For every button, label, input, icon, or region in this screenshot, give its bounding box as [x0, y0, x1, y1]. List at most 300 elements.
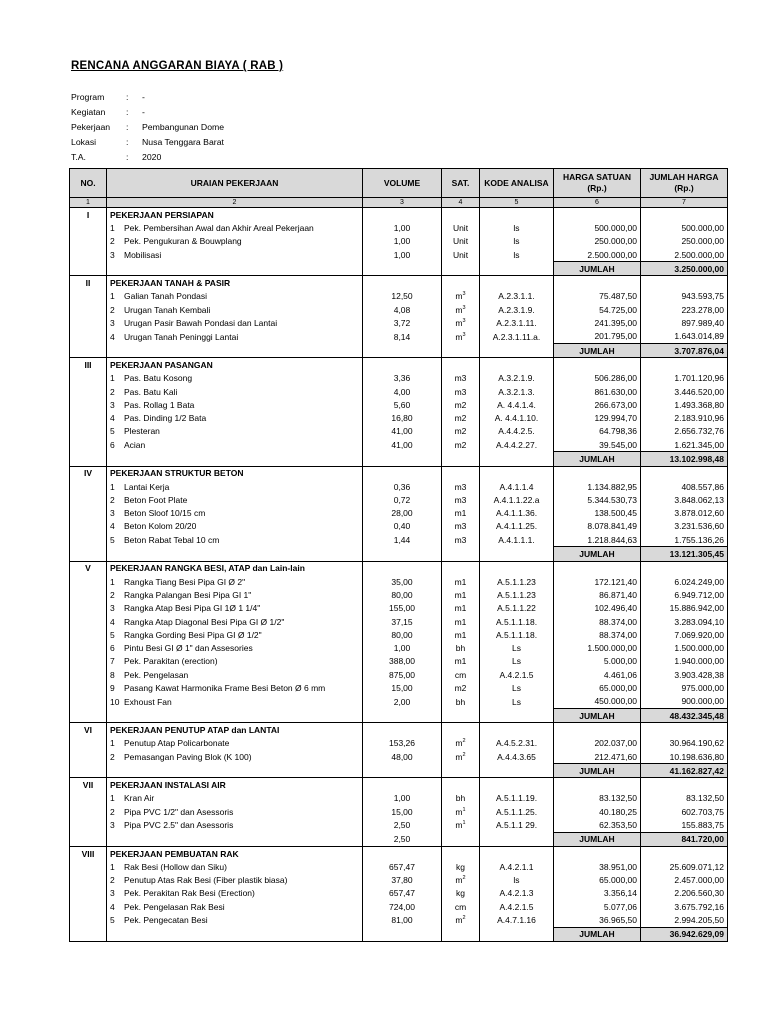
item-unit-price: 201.795,00: [554, 330, 641, 344]
item-volume: 8,14: [363, 330, 442, 344]
table-body: [70, 208, 728, 942]
item-volume: 4,08: [363, 303, 442, 316]
item-volume: 0,72: [363, 493, 442, 506]
table-row: [70, 411, 728, 424]
item-text: Urugan Pasir Bawah Pondasi dan Lantai: [124, 318, 278, 329]
item-number: 2: [110, 806, 115, 817]
unit-text: kg: [456, 888, 465, 899]
item-unit-price: 506.286,00: [554, 372, 641, 385]
unit-text: cm: [454, 669, 467, 680]
item-amount: 25.609.071,12: [641, 860, 728, 873]
item-unit: [442, 588, 480, 601]
empty-cell: [70, 316, 107, 329]
item-volume: 3,72: [363, 316, 442, 329]
item-unit-price: 5.344.530,73: [554, 493, 641, 506]
item-number: 2: [110, 589, 115, 600]
item-unit: [442, 385, 480, 398]
empty-cell: [70, 221, 107, 234]
item-unit: [442, 750, 480, 764]
document-title: RENCANA ANGGARAN BIAYA ( RAB ): [71, 60, 284, 72]
section-total-amount: 3.250.000,00: [641, 262, 728, 276]
unit-text: m: [455, 915, 463, 926]
item-text: Pek. Pengelasan: [124, 669, 189, 680]
section-total-amount: 841.720,00: [641, 832, 728, 846]
table-row: [70, 248, 728, 262]
section-header-row: [70, 358, 728, 372]
empty-cell: [480, 764, 554, 778]
item-amount: 602.703,75: [641, 805, 728, 818]
empty-cell: [442, 208, 480, 222]
empty-cell: [480, 846, 554, 860]
empty-cell: [70, 737, 107, 750]
item-unit-price: 40.180,25: [554, 805, 641, 818]
item-unit-price: 5.077,06: [554, 900, 641, 913]
unit-text: m3: [454, 535, 467, 546]
empty-cell: [480, 358, 554, 372]
empty-cell: [480, 832, 554, 846]
item-volume: 388,00: [363, 655, 442, 668]
item-volume: 80,00: [363, 588, 442, 601]
item-unit: [442, 235, 480, 248]
info-row-lokasi: [71, 135, 224, 150]
item-description: [107, 575, 363, 588]
item-volume: 1,44: [363, 533, 442, 547]
table-header: [70, 169, 728, 208]
item-amount: 2.656.732,76: [641, 425, 728, 438]
item-number: 10: [110, 696, 120, 707]
empty-cell: [70, 681, 107, 694]
item-code: A.3.2.1.3.: [480, 385, 554, 398]
empty-cell: [70, 343, 107, 357]
item-description: [107, 507, 363, 520]
info-colon: :: [126, 152, 129, 162]
empty-cell: [70, 588, 107, 601]
table-row: [70, 681, 728, 694]
item-code: Ls: [480, 695, 554, 709]
item-volume: 12,50: [363, 290, 442, 303]
section-total-row: [70, 262, 728, 276]
item-code: A.4.2.1.5: [480, 900, 554, 913]
item-unit: [442, 805, 480, 818]
item-code: A.4.4.3.65: [480, 750, 554, 764]
section-roman: IV: [70, 466, 107, 480]
item-code: A.4.5.2.31.: [480, 737, 554, 750]
unit-text: cm: [454, 901, 467, 912]
section-total-amount: 13.102.998,48: [641, 452, 728, 466]
section-roman: V: [70, 561, 107, 575]
item-description: [107, 303, 363, 316]
empty-cell: [554, 846, 641, 860]
empty-cell: [70, 575, 107, 588]
item-description: [107, 290, 363, 303]
item-code: Ls: [480, 655, 554, 668]
empty-cell: [70, 290, 107, 303]
section-total-label: JUMLAH: [554, 452, 641, 466]
unit-exponent: 2: [462, 751, 466, 758]
empty-cell: [70, 480, 107, 493]
item-volume: 153,26: [363, 737, 442, 750]
item-unit-price: 8.078.841,49: [554, 520, 641, 533]
item-unit: [442, 628, 480, 641]
item-amount: 6.949.712,00: [641, 588, 728, 601]
item-unit-price: 3.356,14: [554, 887, 641, 900]
table-row: [70, 316, 728, 329]
section-header-row: [70, 778, 728, 792]
item-volume: 37,15: [363, 615, 442, 628]
item-text: Beton Rabat Tebal 10 cm: [124, 535, 220, 546]
info-value: Nusa Tenggara Barat: [142, 137, 224, 147]
info-row-kegiatan: [71, 105, 224, 120]
item-code: A.4.7.1.16: [480, 913, 554, 927]
item-code: A.2.3.1.9.: [480, 303, 554, 316]
empty-cell: [70, 602, 107, 615]
empty-cell: [70, 385, 107, 398]
section-total-volume: [363, 764, 442, 778]
item-unit: [442, 221, 480, 234]
item-unit: [442, 900, 480, 913]
item-description: [107, 655, 363, 668]
item-code: A. 4.4.1.10.: [480, 411, 554, 424]
table-row: [70, 425, 728, 438]
item-amount: 3.283.094,10: [641, 615, 728, 628]
item-amount: 975.000,00: [641, 681, 728, 694]
item-amount: 6.024.249,00: [641, 575, 728, 588]
unit-exponent: 2: [462, 915, 466, 922]
empty-cell: [70, 764, 107, 778]
item-text: Pipa PVC 1/2" dan Asessoris: [124, 806, 234, 817]
item-amount: 1.621.345,00: [641, 438, 728, 452]
item-unit-price: 88.374,00: [554, 628, 641, 641]
col-number: 5: [480, 198, 554, 208]
empty-cell: [70, 398, 107, 411]
item-unit-price: 83.132,50: [554, 792, 641, 805]
item-unit: [442, 655, 480, 668]
table-row: [70, 615, 728, 628]
empty-cell: [70, 615, 107, 628]
item-volume: 15,00: [363, 681, 442, 694]
empty-cell: [442, 343, 480, 357]
section-header-row: [70, 846, 728, 860]
section-title: PEKERJAAN TANAH & PASIR: [107, 276, 363, 290]
item-text: Rangka Gording Besi Pipa GI Ø 1/2": [124, 629, 262, 640]
empty-cell: [107, 764, 363, 778]
item-code: A.3.2.1.9.: [480, 372, 554, 385]
table-row: [70, 303, 728, 316]
item-unit-price: 138.500,45: [554, 507, 641, 520]
item-code: Ls: [480, 681, 554, 694]
section-total-amount: 13.121.305,45: [641, 547, 728, 561]
item-text: Pintu Besi GI Ø 1" dan Assesories: [124, 643, 253, 654]
empty-cell: [70, 927, 107, 941]
info-value: Pembangunan Dome: [142, 122, 225, 132]
item-description: [107, 533, 363, 547]
info-row-program: [71, 90, 224, 105]
section-header-row: [70, 723, 728, 737]
item-number: 3: [110, 888, 115, 899]
empty-cell: [442, 846, 480, 860]
empty-cell: [554, 358, 641, 372]
item-number: 1: [110, 861, 115, 872]
item-amount: 2.457.000,00: [641, 874, 728, 887]
item-number: 2: [110, 386, 115, 397]
info-value: 2020: [142, 152, 162, 162]
item-unit-price: 39.545,00: [554, 438, 641, 452]
table-row: [70, 372, 728, 385]
info-colon: :: [126, 92, 129, 102]
item-text: Acian: [124, 439, 146, 450]
table-row: [70, 221, 728, 234]
section-total-volume: [363, 927, 442, 941]
unit-text: m2: [454, 683, 467, 694]
table-row: [70, 385, 728, 398]
table-row: [70, 290, 728, 303]
item-volume: 4,00: [363, 385, 442, 398]
item-description: [107, 642, 363, 655]
section-title: PEKERJAAN INSTALASI AIR: [107, 778, 363, 792]
item-unit-price: 88.374,00: [554, 615, 641, 628]
item-amount: 1.755.136,26: [641, 533, 728, 547]
table-row: [70, 860, 728, 873]
item-text: Plesteran: [124, 426, 160, 437]
empty-cell: [641, 208, 728, 222]
header-harga-satuan: HARGA SATUAN (Rp.): [554, 169, 641, 198]
empty-cell: [480, 927, 554, 941]
unit-text: m: [455, 875, 463, 886]
empty-cell: [480, 466, 554, 480]
item-unit-price: 2.500.000,00: [554, 248, 641, 262]
item-unit-price: 54.725,00: [554, 303, 641, 316]
unit-text: m: [455, 331, 463, 342]
item-amount: 7.069.920,00: [641, 628, 728, 641]
item-unit: [442, 642, 480, 655]
empty-cell: [70, 520, 107, 533]
section-total-row: [70, 832, 728, 846]
item-volume: 657,47: [363, 887, 442, 900]
table-row: [70, 900, 728, 913]
item-code: A.5.1.1.25.: [480, 805, 554, 818]
empty-cell: [554, 723, 641, 737]
item-amount: 3.675.792,16: [641, 900, 728, 913]
item-volume: 80,00: [363, 628, 442, 641]
empty-cell: [480, 778, 554, 792]
section-roman: VI: [70, 723, 107, 737]
item-amount: 897.989,40: [641, 316, 728, 329]
unit-text: m: [455, 291, 463, 302]
empty-cell: [480, 208, 554, 222]
item-volume: 657,47: [363, 860, 442, 873]
unit-text: m1: [454, 629, 467, 640]
item-code: A.4.1.1.1.: [480, 533, 554, 547]
item-number: 1: [110, 576, 115, 587]
section-total-label: JUMLAH: [554, 343, 641, 357]
item-amount: 500.000,00: [641, 221, 728, 234]
item-amount: 1.940.000,00: [641, 655, 728, 668]
table-row: [70, 737, 728, 750]
item-unit-price: 86.871,40: [554, 588, 641, 601]
item-unit-price: 4.461,06: [554, 668, 641, 681]
item-unit-price: 65.000,00: [554, 874, 641, 887]
item-unit-price: 241.395,00: [554, 316, 641, 329]
item-number: 1: [110, 738, 115, 749]
section-total-label: JUMLAH: [554, 832, 641, 846]
item-number: 7: [110, 656, 115, 667]
empty-cell: [554, 778, 641, 792]
info-value: -: [142, 107, 145, 117]
table-row: [70, 398, 728, 411]
table-row: [70, 575, 728, 588]
item-unit-price: 75.487,50: [554, 290, 641, 303]
item-unit: [442, 887, 480, 900]
empty-cell: [70, 533, 107, 547]
empty-cell: [70, 235, 107, 248]
item-number: 3: [110, 820, 115, 831]
item-text: Pipa PVC 2.5" dan Asessoris: [124, 820, 234, 831]
item-amount: 943.593,75: [641, 290, 728, 303]
empty-cell: [641, 358, 728, 372]
section-total-row: [70, 927, 728, 941]
unit-text: m3: [454, 494, 467, 505]
item-text: Pemasangan Paving Blok (K 100): [124, 751, 252, 762]
empty-cell: [641, 561, 728, 575]
empty-cell: [70, 248, 107, 262]
section-header-row: [70, 276, 728, 290]
item-code: ls: [480, 248, 554, 262]
item-description: [107, 480, 363, 493]
item-amount: 2.500.000,00: [641, 248, 728, 262]
empty-cell: [70, 708, 107, 722]
item-description: [107, 913, 363, 927]
item-number: 3: [110, 399, 115, 410]
item-unit: [442, 316, 480, 329]
info-row-ta: [71, 150, 224, 165]
unit-text: m1: [454, 616, 467, 627]
rab-table: [69, 168, 728, 942]
item-code: A.2.3.1.1.: [480, 290, 554, 303]
col-number: 7: [641, 198, 728, 208]
empty-cell: [363, 208, 442, 222]
item-unit: [442, 874, 480, 887]
empty-cell: [70, 874, 107, 887]
empty-cell: [363, 723, 442, 737]
empty-cell: [442, 452, 480, 466]
item-unit: [442, 480, 480, 493]
empty-cell: [641, 778, 728, 792]
item-description: [107, 860, 363, 873]
section-total-amount: 48.432.345,48: [641, 708, 728, 722]
item-number: 2: [110, 236, 115, 247]
item-description: [107, 737, 363, 750]
item-code: A.5.1.1.18.: [480, 615, 554, 628]
section-roman: VIII: [70, 846, 107, 860]
item-text: Pek. Pengukuran & Bouwplang: [124, 236, 242, 247]
unit-text: m2: [454, 399, 467, 410]
item-description: [107, 887, 363, 900]
item-unit: [442, 913, 480, 927]
item-description: [107, 818, 363, 832]
info-row-pekerjaan: [71, 120, 224, 135]
info-label: Pekerjaan: [71, 122, 111, 132]
item-volume: 5,60: [363, 398, 442, 411]
section-total-row: [70, 708, 728, 722]
empty-cell: [70, 805, 107, 818]
empty-cell: [70, 411, 107, 424]
item-unit: [442, 507, 480, 520]
section-total-amount: 36.942.629,09: [641, 927, 728, 941]
item-amount: 2.994.205,50: [641, 913, 728, 927]
empty-cell: [107, 343, 363, 357]
item-code: ls: [480, 221, 554, 234]
item-text: Pas. Batu Kali: [124, 386, 178, 397]
empty-cell: [442, 276, 480, 290]
col-number: 1: [70, 198, 107, 208]
empty-cell: [70, 668, 107, 681]
section-title: PEKERJAAN PERSIAPAN: [107, 208, 363, 222]
item-unit-price: 102.496,40: [554, 602, 641, 615]
section-total-label: JUMLAH: [554, 927, 641, 941]
item-unit-price: 5.000,00: [554, 655, 641, 668]
unit-text: m: [455, 304, 463, 315]
section-title: PEKERJAAN RANGKA BESI, ATAP dan Lain-lain: [107, 561, 363, 575]
section-total-volume: [363, 547, 442, 561]
header-volume: VOLUME: [363, 169, 442, 198]
item-unit-price: 266.673,00: [554, 398, 641, 411]
unit-text: m1: [454, 576, 467, 587]
item-number: 5: [110, 535, 115, 546]
empty-cell: [70, 695, 107, 709]
item-number: 2: [110, 494, 115, 505]
item-code: A.5.1.1.19.: [480, 792, 554, 805]
item-description: [107, 398, 363, 411]
item-unit-price: 450.000,00: [554, 695, 641, 709]
item-number: 4: [110, 331, 115, 342]
item-description: [107, 411, 363, 424]
item-volume: 35,00: [363, 575, 442, 588]
empty-cell: [480, 561, 554, 575]
item-volume: 1,00: [363, 792, 442, 805]
item-amount: 408.557,86: [641, 480, 728, 493]
item-code: A.5.1.1.22: [480, 602, 554, 615]
item-amount: 1.493.368,80: [641, 398, 728, 411]
item-description: [107, 628, 363, 641]
item-amount: 155.883,75: [641, 818, 728, 832]
section-total-volume: [363, 708, 442, 722]
item-unit: [442, 695, 480, 709]
unit-text: m3: [454, 386, 467, 397]
table-row: [70, 507, 728, 520]
empty-cell: [107, 832, 363, 846]
item-unit-price: 212.471,60: [554, 750, 641, 764]
item-unit-price: 172.121,40: [554, 575, 641, 588]
item-text: Pek. Pengecatan Besi: [124, 915, 208, 926]
empty-cell: [70, 628, 107, 641]
item-description: [107, 438, 363, 452]
item-unit: [442, 425, 480, 438]
table-row: [70, 533, 728, 547]
table-row: [70, 874, 728, 887]
item-amount: 3.903.428,38: [641, 668, 728, 681]
item-text: Pek. Pengelasan Rak Besi: [124, 901, 225, 912]
item-volume: 48,00: [363, 750, 442, 764]
empty-cell: [554, 561, 641, 575]
empty-cell: [641, 723, 728, 737]
empty-cell: [442, 547, 480, 561]
info-colon: :: [126, 137, 129, 147]
unit-text: Unit: [452, 236, 469, 247]
unit-text: m1: [454, 603, 467, 614]
section-total-amount: 41.162.827,42: [641, 764, 728, 778]
item-description: [107, 602, 363, 615]
item-text: Beton Sloof 10/15 cm: [124, 508, 206, 519]
